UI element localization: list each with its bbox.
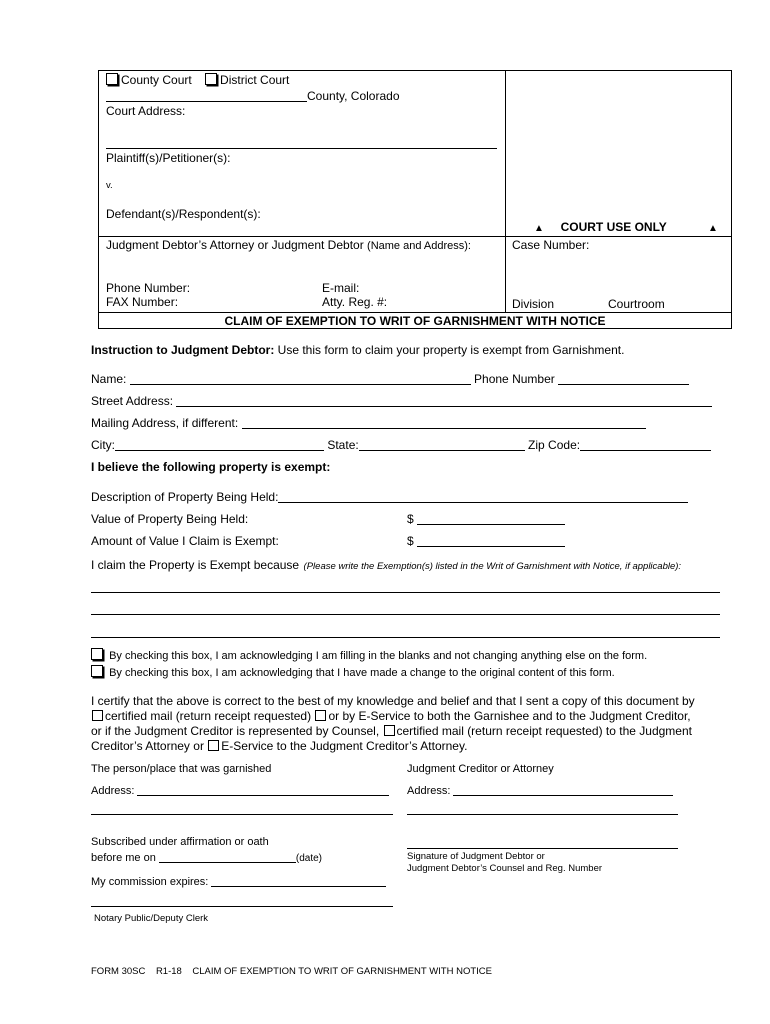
state-label: State:	[327, 438, 359, 452]
debtor-signature-caption	[407, 851, 602, 875]
street-label: Street Address:	[91, 394, 174, 408]
value-label: Value of Property Being Held:	[91, 512, 249, 526]
creditor-address-field[interactable]	[453, 783, 673, 796]
garnished-label: The person/place that was garnished	[91, 763, 272, 775]
court-use-only-row	[534, 220, 667, 234]
defendants-label: Defendant(s)/Respondent(s):	[106, 207, 261, 221]
attorney-row	[106, 238, 471, 252]
email-label: E-mail:	[322, 281, 360, 295]
district-court-label: District Court	[220, 73, 290, 87]
claim-reason-line-3[interactable]	[91, 637, 720, 638]
creditor-address-row	[407, 783, 673, 797]
footer-title: CLAIM OF EXEMPTION TO WRIT OF GARNISHMENT WITH NOTICE	[192, 966, 492, 977]
case-number-label: Case Number:	[512, 238, 590, 252]
district-court-checkbox[interactable]	[205, 73, 217, 85]
phone-number-label: Phone Number	[474, 372, 555, 386]
amount-label: Amount of Value I Claim is Exempt:	[91, 534, 279, 548]
name-label: Name:	[91, 372, 127, 386]
garnished-address-field[interactable]	[137, 783, 389, 796]
county-court-checkbox[interactable]	[106, 73, 118, 85]
phone-number-field[interactable]	[558, 372, 689, 385]
city-label: City:	[91, 438, 115, 452]
sig-counsel-label: Judgment Debtor’s Counsel and Reg. Number	[407, 863, 603, 874]
value-dollar: $	[407, 512, 414, 526]
garnished-address-row	[91, 783, 389, 797]
cert-line-3a: or if the Judgment Creditor is represented by Counsel,	[91, 724, 380, 738]
attorney-sublabel: (Name and Address):	[367, 240, 471, 252]
date-label: (date)	[295, 853, 323, 864]
plaintiffs-label: Plaintiff(s)/Petitioner(s):	[106, 151, 231, 165]
description-label: Description of Property Being Held:	[91, 490, 279, 504]
caption-divider	[505, 70, 506, 313]
garnished-address-label: Address:	[91, 785, 135, 797]
claim-label: I claim the Property is Exempt because	[91, 558, 300, 572]
caption-box	[98, 70, 732, 329]
description-field[interactable]	[278, 490, 688, 503]
debtor-signature-line[interactable]	[407, 848, 678, 849]
instruction-heading: Instruction to Judgment Debtor:	[91, 343, 275, 357]
mailing-field[interactable]	[242, 416, 646, 429]
acknowledge-unchanged-row	[91, 648, 647, 662]
court-type-row	[106, 73, 289, 87]
county-court-label: County Court	[121, 73, 192, 87]
description-row	[91, 490, 688, 504]
attorney-label: Judgment Debtor’s Attorney or Judgment Debtor	[106, 238, 364, 252]
certified-mail-checkbox[interactable]	[92, 710, 103, 721]
versus-label: v.	[106, 180, 113, 191]
subscribed-label: Subscribed under affirmation or oath	[91, 836, 269, 848]
claim-reason-line-1[interactable]	[91, 592, 720, 593]
before-me-row	[91, 850, 322, 864]
mailing-row	[91, 416, 646, 430]
counsel-certified-mail-checkbox[interactable]	[384, 725, 395, 736]
name-field[interactable]	[130, 372, 471, 385]
acknowledge-unchanged-label: By checking this box, I am acknowledging I am filling in the blanks and not changing anything else on the form.	[109, 650, 648, 662]
street-field[interactable]	[176, 394, 712, 407]
before-me-label: before me on	[91, 852, 156, 864]
acknowledge-changed-row	[91, 665, 615, 679]
claim-row	[91, 556, 681, 574]
e-service-checkbox[interactable]	[315, 710, 326, 721]
city-field[interactable]	[115, 438, 324, 451]
commission-row	[91, 874, 386, 888]
court-address-field[interactable]	[106, 148, 497, 149]
cert-line-1: I certify that the above is correct to the best of my knowledge and belief and that I sent a copy of this document by	[91, 694, 695, 708]
courtroom-label: Courtroom	[608, 297, 665, 311]
value-row	[407, 512, 565, 526]
phone-label: Phone Number:	[106, 281, 191, 295]
fax-label: FAX Number:	[106, 295, 179, 309]
caption-row-line	[98, 236, 732, 237]
claim-note: (Please write the Exemption(s) listed in the Writ of Garnishment with Notice, if applicable):	[303, 561, 682, 572]
acknowledge-changed-label: By checking this box, I am acknowledging that I have made a change to the original content of this form.	[109, 667, 615, 679]
footer-revision: R1-18	[155, 966, 182, 977]
court-use-only-label: COURT USE ONLY	[560, 220, 667, 234]
garnished-address-line-2[interactable]	[91, 814, 393, 815]
certification-text	[91, 694, 695, 754]
atty-reg-label: Atty. Reg. #:	[322, 295, 388, 309]
form-title: CLAIM OF EXEMPTION TO WRIT OF GARNISHMENT WITH NOTICE	[224, 314, 606, 328]
up-arrow-icon: ▲	[708, 223, 718, 234]
cert-line-4a: Creditor’s Attorney or	[91, 739, 204, 753]
county-row	[106, 89, 400, 103]
cert-line-2a: certified mail (return receipt requested)	[105, 709, 312, 723]
amount-field[interactable]	[417, 534, 565, 547]
oath-date-field[interactable]	[159, 850, 296, 863]
footer-form-number: FORM 30SC	[91, 966, 146, 977]
county-state-label: County, Colorado	[307, 89, 400, 103]
commission-field[interactable]	[211, 874, 386, 887]
cert-line-2b: or by E-Service to both the Garnishee and to the Judgment Creditor,	[328, 709, 691, 723]
zip-label: Zip Code:	[528, 438, 581, 452]
notary-signature-line[interactable]	[91, 906, 393, 907]
acknowledge-unchanged-checkbox[interactable]	[91, 648, 103, 660]
claim-reason-line-2[interactable]	[91, 614, 720, 615]
mailing-label: Mailing Address, if different:	[91, 416, 239, 430]
court-address-label: Court Address:	[106, 104, 186, 118]
division-label: Division	[512, 297, 555, 311]
name-row	[91, 372, 689, 386]
up-arrow-icon: ▲	[534, 223, 544, 234]
sig-debtor-label: Signature of Judgment Debtor or	[407, 851, 545, 862]
zip-field[interactable]	[580, 438, 711, 451]
creditor-address-label: Address:	[407, 785, 451, 797]
creditor-label: Judgment Creditor or Attorney	[407, 763, 554, 775]
exempt-heading: I believe the following property is exempt:	[91, 460, 331, 474]
footer	[91, 966, 492, 977]
instruction-text: Use this form to claim your property is exempt from Garnishment.	[277, 343, 625, 357]
notary-label: Notary Public/Deputy Clerk	[94, 913, 209, 924]
amount-dollar: $	[407, 534, 414, 548]
cert-line-4b: E-Service to the Judgment Creditor’s Attorney.	[221, 739, 468, 753]
street-row	[91, 394, 712, 408]
state-field[interactable]	[359, 438, 525, 451]
value-field[interactable]	[417, 512, 565, 525]
acknowledge-changed-checkbox[interactable]	[91, 665, 103, 677]
amount-row	[407, 534, 565, 548]
instruction-row	[91, 343, 624, 357]
cert-line-3b: certified mail (return receipt requested) to the Judgment	[396, 724, 692, 738]
commission-label: My commission expires:	[91, 876, 209, 888]
county-name-field[interactable]	[106, 89, 307, 102]
caption-title-line	[98, 312, 732, 313]
city-row	[91, 438, 711, 452]
counsel-e-service-checkbox[interactable]	[208, 740, 219, 751]
creditor-address-line-2[interactable]	[407, 814, 678, 815]
